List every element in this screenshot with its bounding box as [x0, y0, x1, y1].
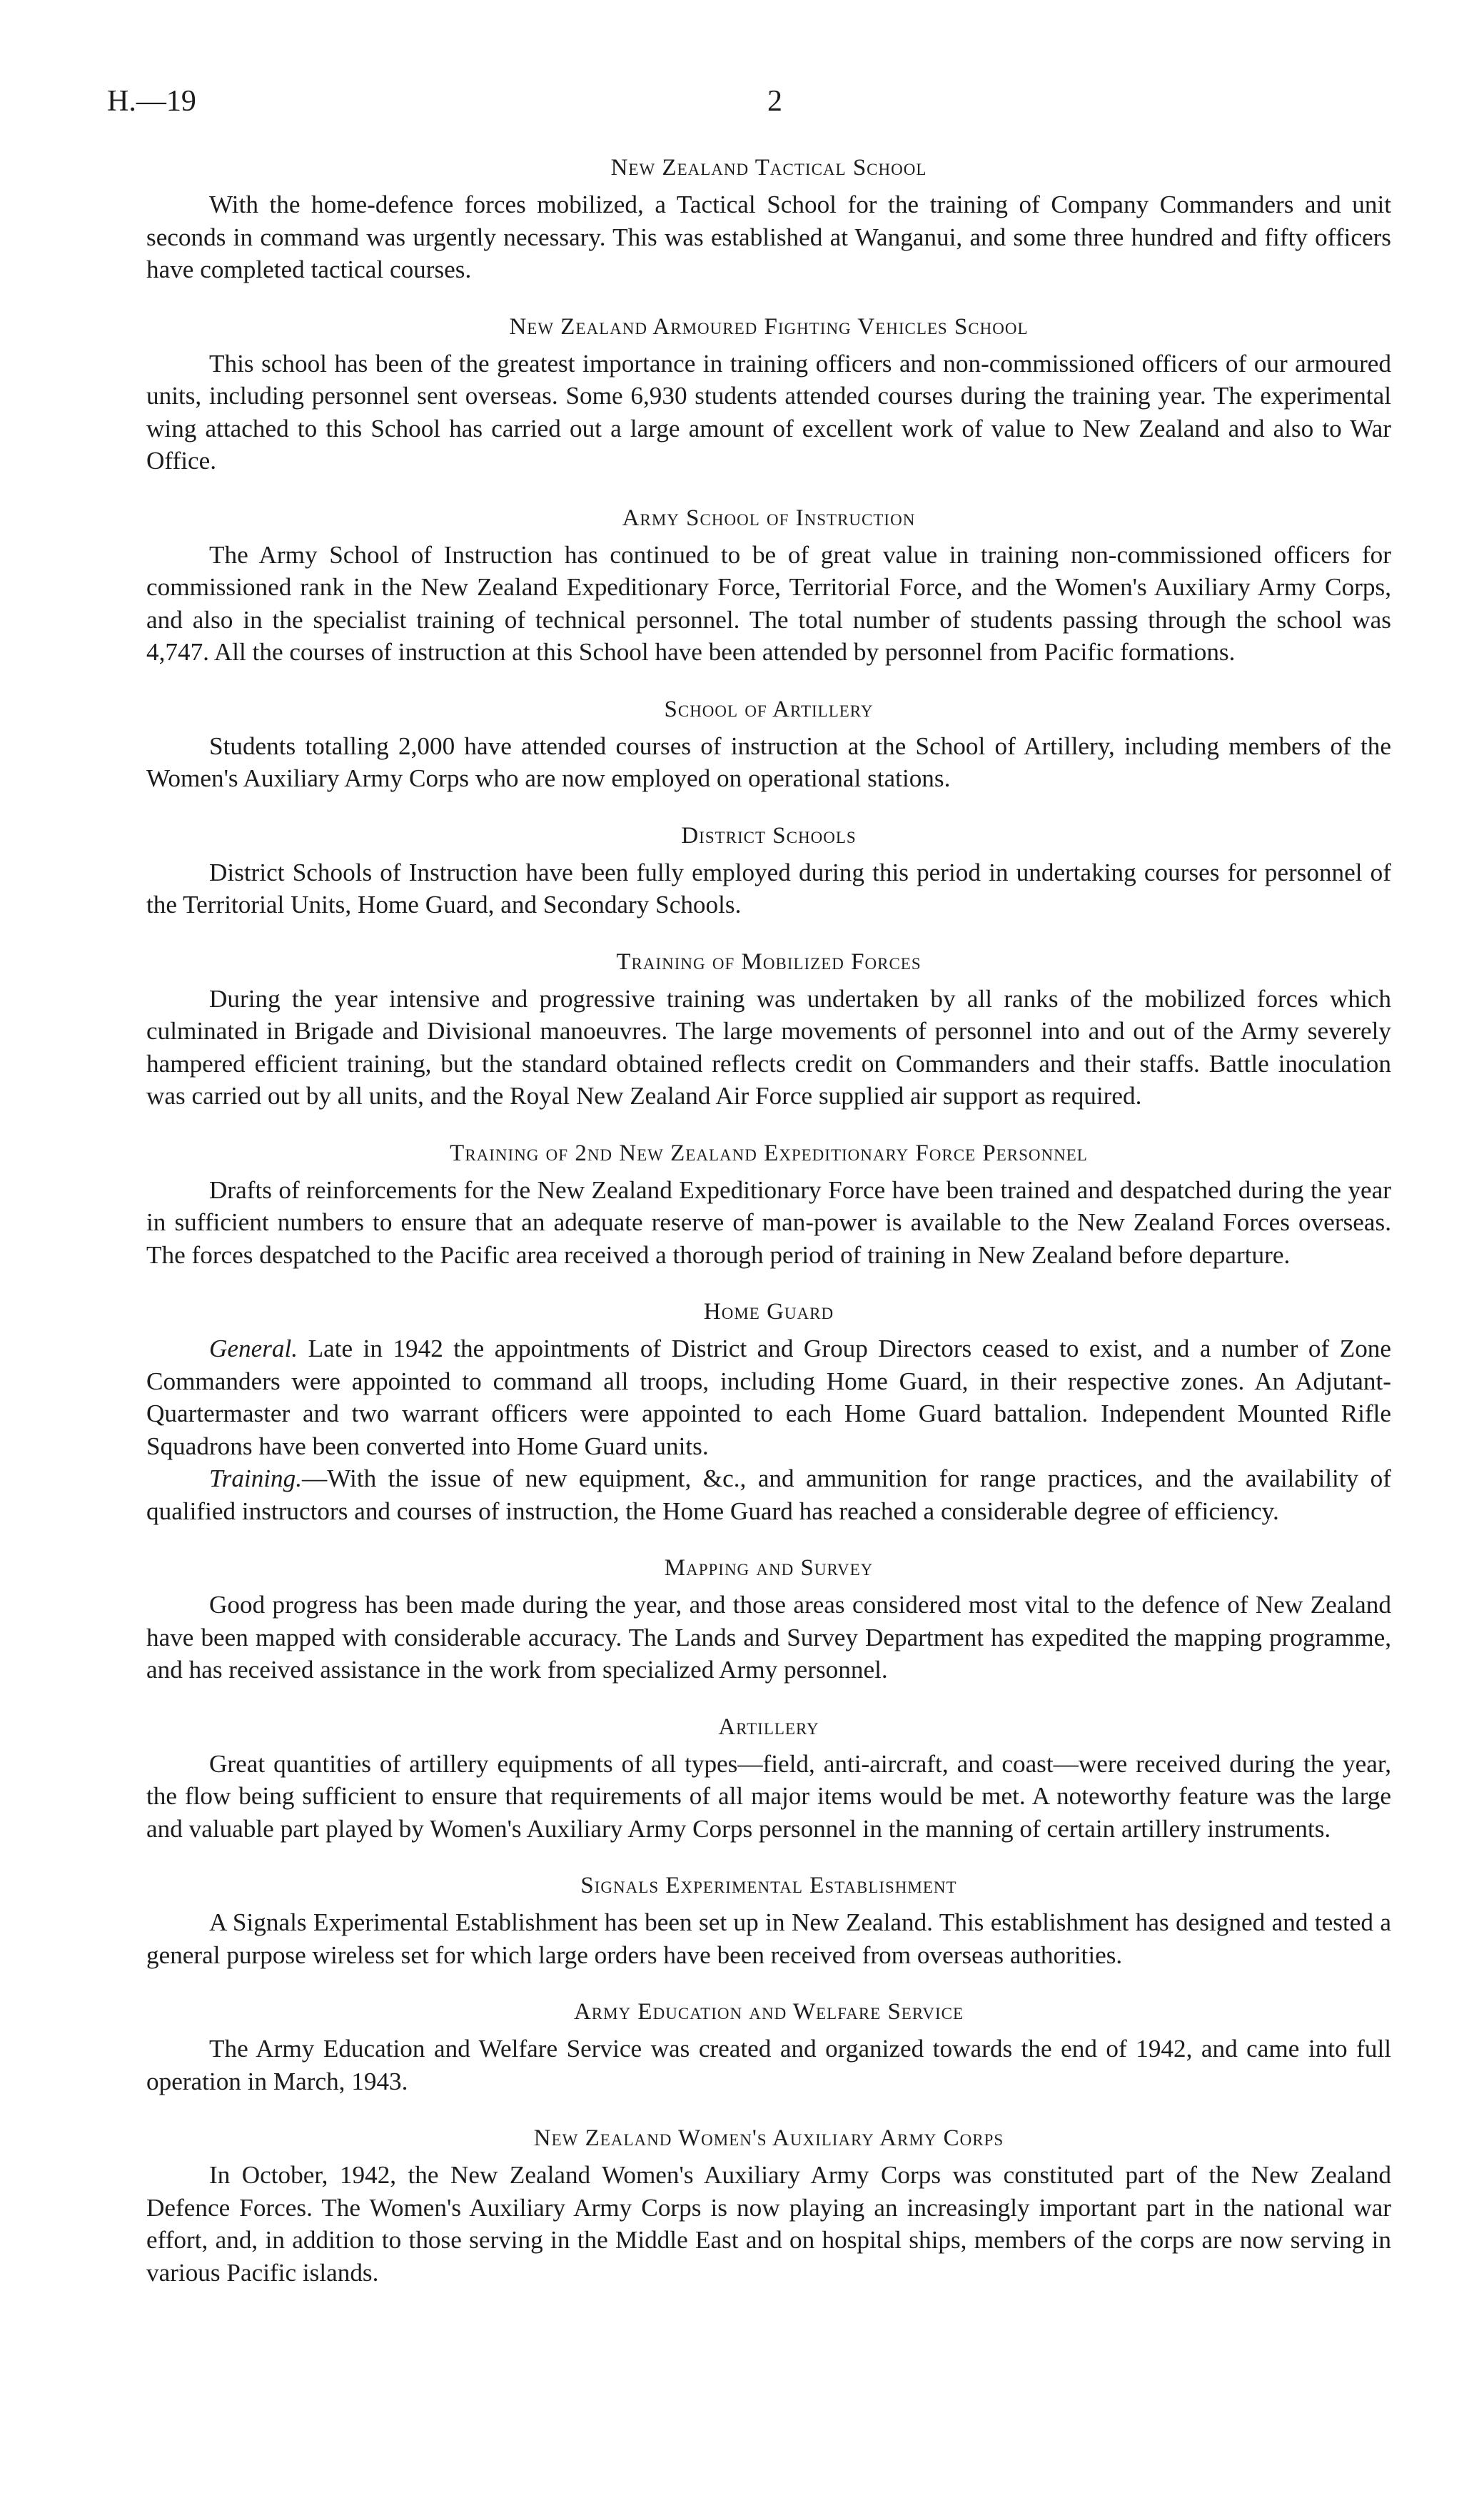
section-afv-school [146, 310, 1391, 477]
section-home-guard [146, 1295, 1391, 1527]
section-heading: New Zealand Armoured Fighting Vehicles School [509, 313, 1029, 340]
paragraph-lead: General. [209, 1335, 298, 1362]
paragraph [146, 1332, 1391, 1462]
section-heading: Signals Experimental Establishment [580, 1873, 957, 1898]
section-heading: School of Artillery [664, 696, 874, 722]
paragraph-text: Good progress has been made during the year, and those areas considered most vital to the defence of New Zealand have been mapped with considerable accuracy. The Lands and Survey Department has expedited the mapping programme, and has received assistance in the work from specialized Army personnel. [146, 1591, 1391, 1684]
section-heading: Army School of Instruction [622, 505, 916, 531]
paragraph-text: —With the issue of new equipment, &c., and ammunition for range practices, and the availability of qualified instructors and courses of instruction, the Home Guard has reached a considerable degree of efficiency. [146, 1464, 1391, 1525]
paragraph [146, 1462, 1391, 1527]
section-heading: Training of 2nd New Zealand Expeditionary Force Personnel [450, 1140, 1088, 1166]
paragraph [146, 188, 1391, 286]
paragraph-text: District Schools of Instruction have been fully employed during this period in undertaking courses for personnel of the Territorial Units, Home Guard, and Secondary Schools. [146, 858, 1391, 919]
section-army-school-of-instruction [146, 502, 1391, 669]
paragraph-text: The Army Education and Welfare Service was created and organized towards the end of 1942, and came into full operation in March, 1943. [146, 2035, 1391, 2095]
section-heading: New Zealand Tactical School [610, 155, 927, 181]
section-training-2nzef-personnel [146, 1137, 1391, 1272]
paragraph-text: Students totalling 2,000 have attended courses of instruction at the School of Artillery, including members of the Women's Auxiliary Army Corps who are now employed on operational stations. [146, 732, 1391, 792]
paragraph-lead: Training. [209, 1464, 303, 1492]
paragraph [146, 1174, 1391, 1272]
section-heading: Army Education and Welfare Service [573, 1999, 964, 2025]
paragraph-text: With the home-defence forces mobilized, a Tactical School for the training of Company Commanders and unit seconds in command was urgently necessary. This was established at Wanganui, and some three hundred and fifty officers have completed tactical courses. [146, 191, 1391, 283]
section-heading: Home Guard [703, 1299, 834, 1325]
paragraph-text: Drafts of reinforcements for the New Zealand Expeditionary Force have been trained and despatched during the year in sufficient numbers to ensure that an adequate reserve of man-power is available to the New Zealand Forces overseas. The forces despatched to the Pacific area received a thorough period of training in New Zealand before departure. [146, 1175, 1391, 1269]
paragraph [146, 1589, 1391, 1686]
section-heading: Mapping and Survey [664, 1555, 874, 1581]
section-mapping-and-survey [146, 1552, 1391, 1686]
section-artillery [146, 1711, 1391, 1846]
paragraph-text: A Signals Experimental Establishment has been set up in New Zealand. This establishment has designed and tested a general purpose wireless set for which large orders have been received from overseas authorities. [146, 1908, 1391, 1969]
paragraph [146, 539, 1391, 669]
section-heading: Training of Mobilized Forces [616, 948, 922, 975]
section-heading: New Zealand Women's Auxiliary Army Corps [533, 2125, 1004, 2151]
section-school-of-artillery [146, 693, 1391, 795]
paragraph [146, 2033, 1391, 2098]
paragraph [146, 1906, 1391, 1971]
section-heading: Artillery [718, 1714, 819, 1740]
section-training-mobilized-forces [146, 946, 1391, 1113]
paragraph-text: Great quantities of artillery equipments of all types—field, anti-aircraft, and coast—were received during the year, the flow being sufficient to ensure that requirements of all major items would be met. A noteworthy feature was the large and valuable part played by Women's Auxiliary Army Corps personnel in the manning of certain artillery instruments. [146, 1749, 1391, 1843]
section-district-schools [146, 819, 1391, 921]
section-nz-waac [146, 2122, 1391, 2289]
paragraph [146, 2159, 1391, 2289]
running-head [107, 84, 1406, 127]
paragraph [146, 1748, 1391, 1846]
paragraph [146, 730, 1391, 795]
page-number: 2 [767, 85, 782, 118]
report-body [146, 151, 1391, 2289]
section-tactical-school [146, 151, 1391, 286]
section-heading: District Schools [681, 822, 857, 849]
section-army-education-welfare [146, 1995, 1391, 2098]
section-signals-experimental [146, 1869, 1391, 1971]
paragraph [146, 348, 1391, 477]
report-reference: H.—19 [107, 85, 196, 118]
paragraph-text: The Army School of Instruction has continued to be of great value in training non-commissioned officers for commissioned rank in the New Zealand Expeditionary Force, Territorial Force, and the Women's Auxiliary Army Corps, and also in the specialist training of technical personnel. The total number of students passing through the school was 4,747. All the courses of instruction at this School have been attended by personnel from Pacific formations. [146, 540, 1391, 666]
paragraph [146, 856, 1391, 921]
paragraph-text: This school has been of the greatest importance in training officers and non-commissioned officers of our armoured units, including personnel sent overseas. Some 6,930 students attended courses during the training year. The experimental wing attached to this School has carried out a large amount of excellent work of value to New Zealand and also to War Office. [146, 349, 1391, 475]
paragraph-text: Late in 1942 the appointments of District and Group Directors ceased to exist, and a number of Zone Commanders were appointed to command all troops, including Home Guard, in their respective zones. An Adjutant-Quartermaster and two warrant officers were appointed to each Home Guard battalion. Independent Mounted Rifle Squadrons have been converted into Home Guard units. [146, 1335, 1391, 1460]
paragraph [146, 983, 1391, 1113]
paragraph-text: In October, 1942, the New Zealand Women's Auxiliary Army Corps was constituted part of the New Zealand Defence Forces. The Women's Auxiliary Army Corps is now playing an increasingly important part in the national war effort, and, in addition to those serving in the Middle East and on hospital ships, members of the corps are now serving in various Pacific islands. [146, 2161, 1391, 2287]
paragraph-text: During the year intensive and progressive training was undertaken by all ranks of the mobilized forces which culminated in Brigade and Divisional manoeuvres. The large movements of personnel into and out of the Army severely hampered efficient training, but the standard obtained reflects credit on Commanders and their staffs. Battle inoculation was carried out by all units, and the Royal New Zealand Air Force supplied air support as required. [146, 984, 1391, 1110]
